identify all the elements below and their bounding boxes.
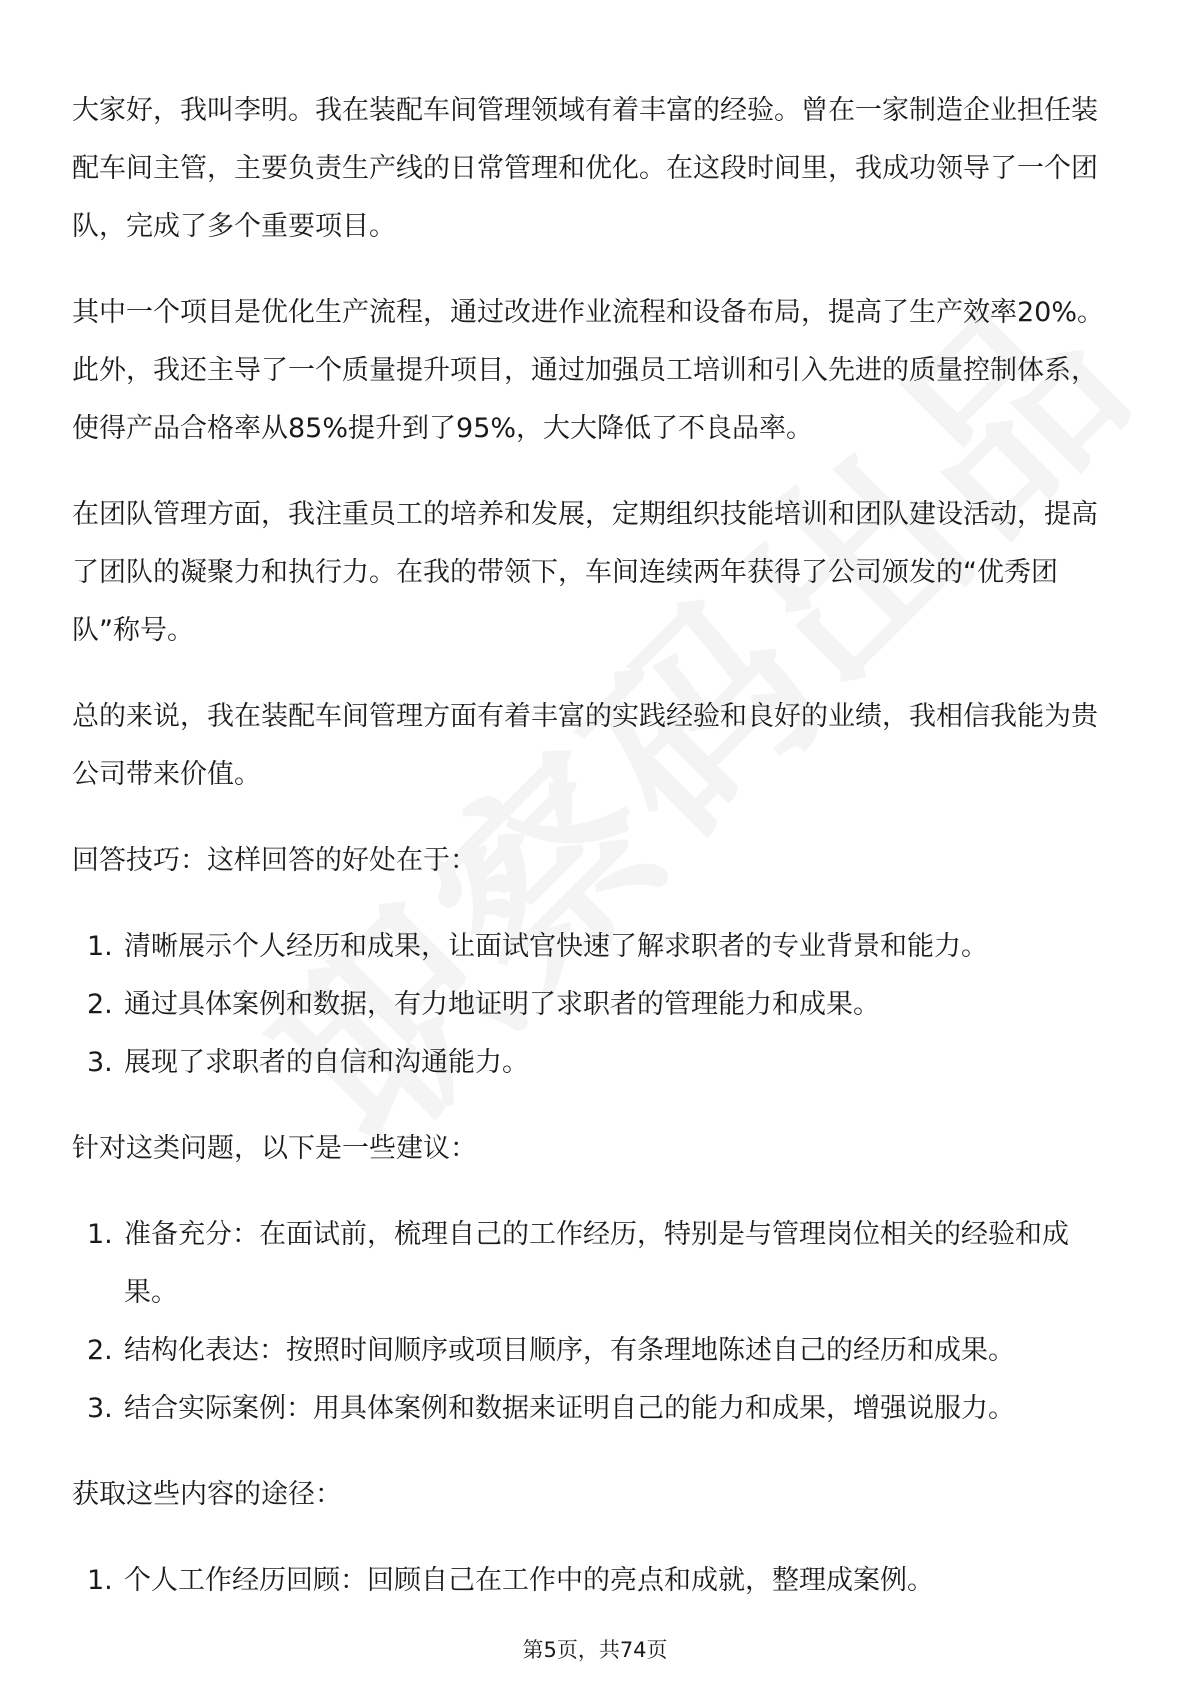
paragraph-summary: 总的来说，我在装配车间管理方面有着丰富的实践经验和良好的业绩，我相信我能为贵公司带来价值。 [72,701,1098,790]
list-item [72,1322,1117,1380]
tips-heading: 回答技巧：这样回答的好处在于： [72,845,477,876]
sources-heading: 获取这些内容的途径： [72,1479,342,1510]
list-item-text: 结构化表达：按照时间顺序或项目顺序，有条理地陈述自己的经历和成果。 [124,1335,1015,1366]
list-item [72,1206,1117,1322]
list-item [72,976,1117,1034]
list-number: 2. [87,1335,113,1366]
list-number: 3. [87,1047,113,1078]
advice-list [72,1206,1117,1438]
advice-heading: 针对这类问题，以下是一些建议： [72,1133,477,1164]
sources-list [72,1552,1117,1610]
list-item-text: 个人工作经历回顾：回顾自己在工作中的亮点和成就，整理成案例。 [124,1565,934,1596]
paragraph-projects: 其中一个项目是优化生产流程，通过改进作业流程和设备布局，提高了生产效率20%。此外，我还主导了一个质量提升项目，通过加强员工培训和引入先进的质量控制体系，使得产品合格率从85%提升到了95%，大大降低了不良品率。 [72,297,1105,444]
list-item-text: 通过具体案例和数据，有力地证明了求职者的管理能力和成果。 [124,989,880,1020]
list-number: 1. [87,931,113,962]
list-item-text: 清晰展示个人经历和成果，让面试官快速了解求职者的专业背景和能力。 [124,931,988,962]
list-item-text: 准备充分：在面试前，梳理自己的工作经历，特别是与管理岗位相关的经验和成果。 [124,1219,1069,1308]
paragraph-intro: 大家好，我叫李明。我在装配车间管理领域有着丰富的经验。曾在一家制造企业担任装配车间主管，主要负责生产线的日常管理和优化。在这段时间里，我成功领导了一个团队，完成了多个重要项目。 [72,95,1098,242]
list-number: 2. [87,989,113,1020]
list-number: 1. [87,1565,113,1596]
list-item [72,1380,1117,1438]
list-item [72,918,1117,976]
list-number: 3. [87,1393,113,1424]
page-number-footer: 第5页，共74页 [522,1638,668,1662]
document-body [72,82,1117,1638]
paragraph-team-management: 在团队管理方面，我注重员工的培养和发展，定期组织技能培训和团队建设活动，提高了团队的凝聚力和执行力。在我的带领下，车间连续两年获得了公司颁发的“优秀团队”称号。 [72,499,1098,646]
tips-list [72,918,1117,1092]
list-number: 1. [87,1219,113,1250]
list-item-text: 结合实际案例：用具体案例和数据来证明自己的能力和成果，增强说服力。 [124,1393,1015,1424]
list-item-text: 展现了求职者的自信和沟通能力。 [124,1047,529,1078]
list-item [72,1552,1117,1610]
list-item [72,1034,1117,1092]
